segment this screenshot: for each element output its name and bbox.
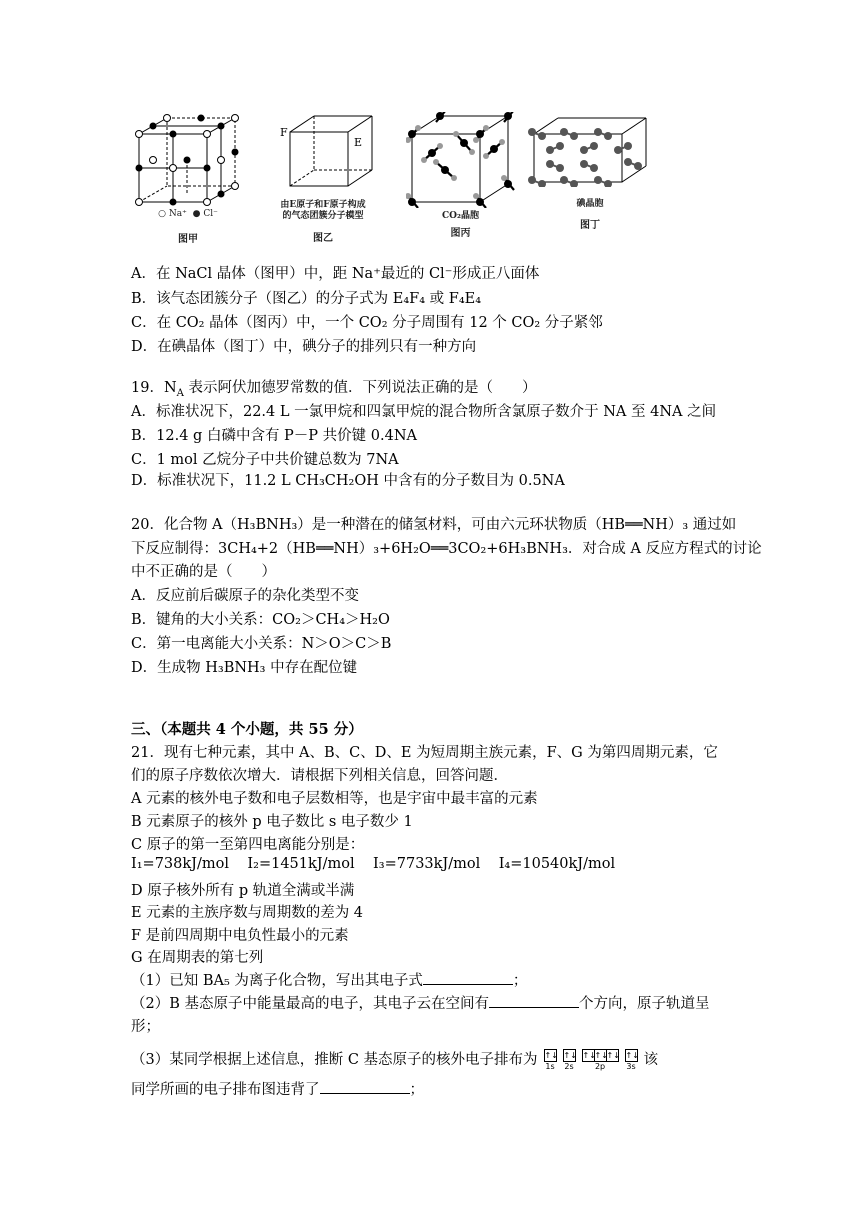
orbital-diagram (544, 1049, 638, 1071)
nacl-crystal-diagram (133, 112, 243, 207)
figure-caption-4: 图丁 (580, 220, 600, 231)
q21-info-f: F 是前四周期中电负性最小的元素 (131, 928, 349, 944)
orbital-3s (625, 1049, 638, 1071)
q21-sub1 (131, 969, 527, 990)
orbital-label: 2p (594, 1062, 606, 1071)
ionization-i4: I₄=10540kJ/mol (498, 856, 616, 872)
legend-cl: Cl⁻ (203, 209, 218, 219)
q18-option-a: A．在 NaCl 晶体（图甲）中，距 Na⁺最近的 Cl⁻形成正八面体 (131, 266, 540, 282)
q21-ionization-energies (131, 856, 615, 872)
orbital-1s (544, 1049, 557, 1071)
sub3-end: 该 (643, 1052, 659, 1068)
q18-option-b: B．该气态团簇分子（图乙）的分子式为 E₄F₄ 或 F₄E₄ (131, 291, 482, 307)
q21-sub3-line2 (131, 1078, 424, 1099)
q19-stem-rest: 表示阿伏加德罗常数的值．下列说法正确的是（ ） (183, 380, 537, 396)
q20-option-d: D．生成物 H₃BNH₃ 中存在配位键 (131, 660, 358, 676)
figure-caption-3: 图丙 (450, 228, 471, 239)
orbital-boxes (625, 1049, 638, 1062)
sub1-answer-blank[interactable] (423, 970, 513, 985)
orbital-box: ↑↓ (625, 1051, 639, 1060)
figure-caption-1: 图甲 (178, 234, 198, 245)
cluster-molecule-diagram (268, 112, 378, 192)
sub2-mid: 个方向，原子轨道呈 (579, 996, 710, 1012)
q18-option-c: C．在 CO₂ 晶体（图丙）中，一个 CO₂ 分子周围有 12 个 CO₂ 分子紧邻 (131, 315, 603, 331)
orbital-box: ↑↓ (563, 1051, 577, 1060)
cluster-description-1: 由E原子和F原子构成 (280, 200, 366, 210)
q21-info-c: C 原子的第一至第四电离能分别是： (131, 837, 365, 853)
orbital-label: 2s (564, 1062, 574, 1071)
sub3-text: （3）某同学根据上述信息，推断 C 基态原子的核外电子排布为 (131, 1052, 538, 1068)
orbital-box: ↑↓ (594, 1051, 608, 1060)
q19-stem-sub: A (176, 387, 184, 399)
q19-option-c: C．1 mol 乙烷分子中共价键总数为 7NA (131, 452, 399, 468)
q21-sub2-end: 形； (131, 1019, 160, 1035)
q20-stem-line2: 下反应制得：3CH₄+2（HB══NH）₃+6H₂O══3CO₂+6H₃BNH₃．对合成 A 反应方程式的讨论 (131, 541, 762, 557)
sub2-answer-blank-1[interactable] (489, 993, 579, 1008)
ionization-i1: I₁=738kJ/mol (131, 856, 229, 872)
figure-caption-2: 图乙 (313, 233, 333, 244)
section-heading: 三、（本题共 4 个小题，共 55 分） (131, 721, 363, 738)
orbital-box: ↑↓ (582, 1051, 596, 1060)
q21-info-g: G 在周期表的第七列 (131, 950, 264, 966)
sub1-text: （1）已知 BA₅ 为离子化合物，写出其电子式 (131, 973, 423, 989)
figure-nacl (128, 112, 248, 246)
ionization-i3: I₃=7733kJ/mol (373, 856, 481, 872)
q21-info-b: B 元素原子的核外 p 电子数比 s 电子数少 1 (131, 814, 413, 830)
legend-na: Na⁺ (168, 209, 187, 219)
cluster-description-2: 的气态团簇分子模型 (282, 211, 364, 221)
q19-stem (131, 376, 537, 399)
q20-stem-line3: 中不正确的是（ ） (131, 564, 276, 580)
figure-cluster (263, 112, 383, 245)
orbital-boxes (544, 1049, 557, 1062)
label-e: E (354, 136, 363, 149)
q21-stem-line1: 21．现有七种元素，其中 A、B、C、D、E 为短周期主族元素，F、G 为第四周期元素，它 (131, 745, 718, 761)
sub2-text: （2）B 基态原子中能量最高的电子，其电子云在空间有 (131, 996, 489, 1012)
q20-option-c: C．第一电离能大小关系：N＞O＞C＞B (131, 636, 392, 652)
sub3-line2-end: ； (409, 1082, 424, 1098)
q21-info-e: E 元素的主族序数与周期数的差为 4 (131, 905, 364, 921)
ionization-i2: I₂=1451kJ/mol (247, 856, 355, 872)
q19-option-a: A．标准状况下，22.4 L 一氯甲烷和四氯甲烷的混合物所含氯原子数介于 NA 至 4NA 之间 (131, 404, 717, 420)
q18-option-d: D．在碘晶体（图丁）中，碘分子的排列只有一种方向 (131, 339, 477, 355)
co2-description: CO₂晶胞 (442, 211, 479, 221)
label-f: F (280, 126, 288, 139)
q20-stem-line1: 20．化合物 A（H₃BNH₃）是一种潜在的储氢材料，可由六元环状物质（HB══NH）₃ 通过如 (131, 517, 737, 533)
nacl-legend: ○ Na⁺ ● Cl⁻ (158, 209, 218, 219)
q21-info-a: A 元素的核外电子数和电子层数相等，也是宇宙中最丰富的元素 (131, 791, 538, 807)
orbital-box: ↑↓ (606, 1051, 620, 1060)
orbital-boxes (582, 1049, 619, 1062)
orbital-boxes (563, 1049, 576, 1062)
q21-info-d: D 原子核外所有 p 轨道全满或半满 (131, 883, 355, 899)
q19-option-b: B．12.4 g 白磷中含有 P－P 共价键 0.4NA (131, 428, 417, 444)
sub3-answer-blank[interactable] (320, 1079, 410, 1094)
q21-sub3 (131, 1048, 658, 1071)
orbital-label: 1s (545, 1062, 555, 1071)
iodine-crystal-diagram (528, 112, 653, 187)
orbital-2p (582, 1049, 619, 1071)
orbital-box: ↑↓ (544, 1051, 558, 1060)
q20-option-a: A．反应前后碳原子的杂化类型不变 (131, 588, 359, 604)
figure-iodine (525, 112, 655, 232)
orbital-label: 3s (626, 1062, 636, 1071)
sub3-line2-text: 同学所画的电子排布图违背了 (131, 1082, 320, 1098)
figure-co2 (403, 112, 518, 240)
orbital-2s (563, 1049, 576, 1071)
q19-option-d: D．标准状况下，11.2 L CH₃CH₂OH 中含有的分子数目为 0.5NA (131, 473, 565, 489)
q19-stem-text: 19．N (131, 380, 177, 396)
q20-option-b: B．键角的大小关系：CO₂＞CH₄＞H₂O (131, 612, 390, 628)
q21-stem-line2: 们的原子序数依次增大．请根据下列相关信息，回答问题． (131, 768, 508, 784)
sub1-end: ； (512, 973, 528, 989)
figure-row (120, 112, 680, 262)
q21-sub2 (131, 992, 710, 1013)
iodine-description: 碘晶胞 (576, 199, 604, 209)
co2-crystal-diagram (406, 112, 516, 208)
